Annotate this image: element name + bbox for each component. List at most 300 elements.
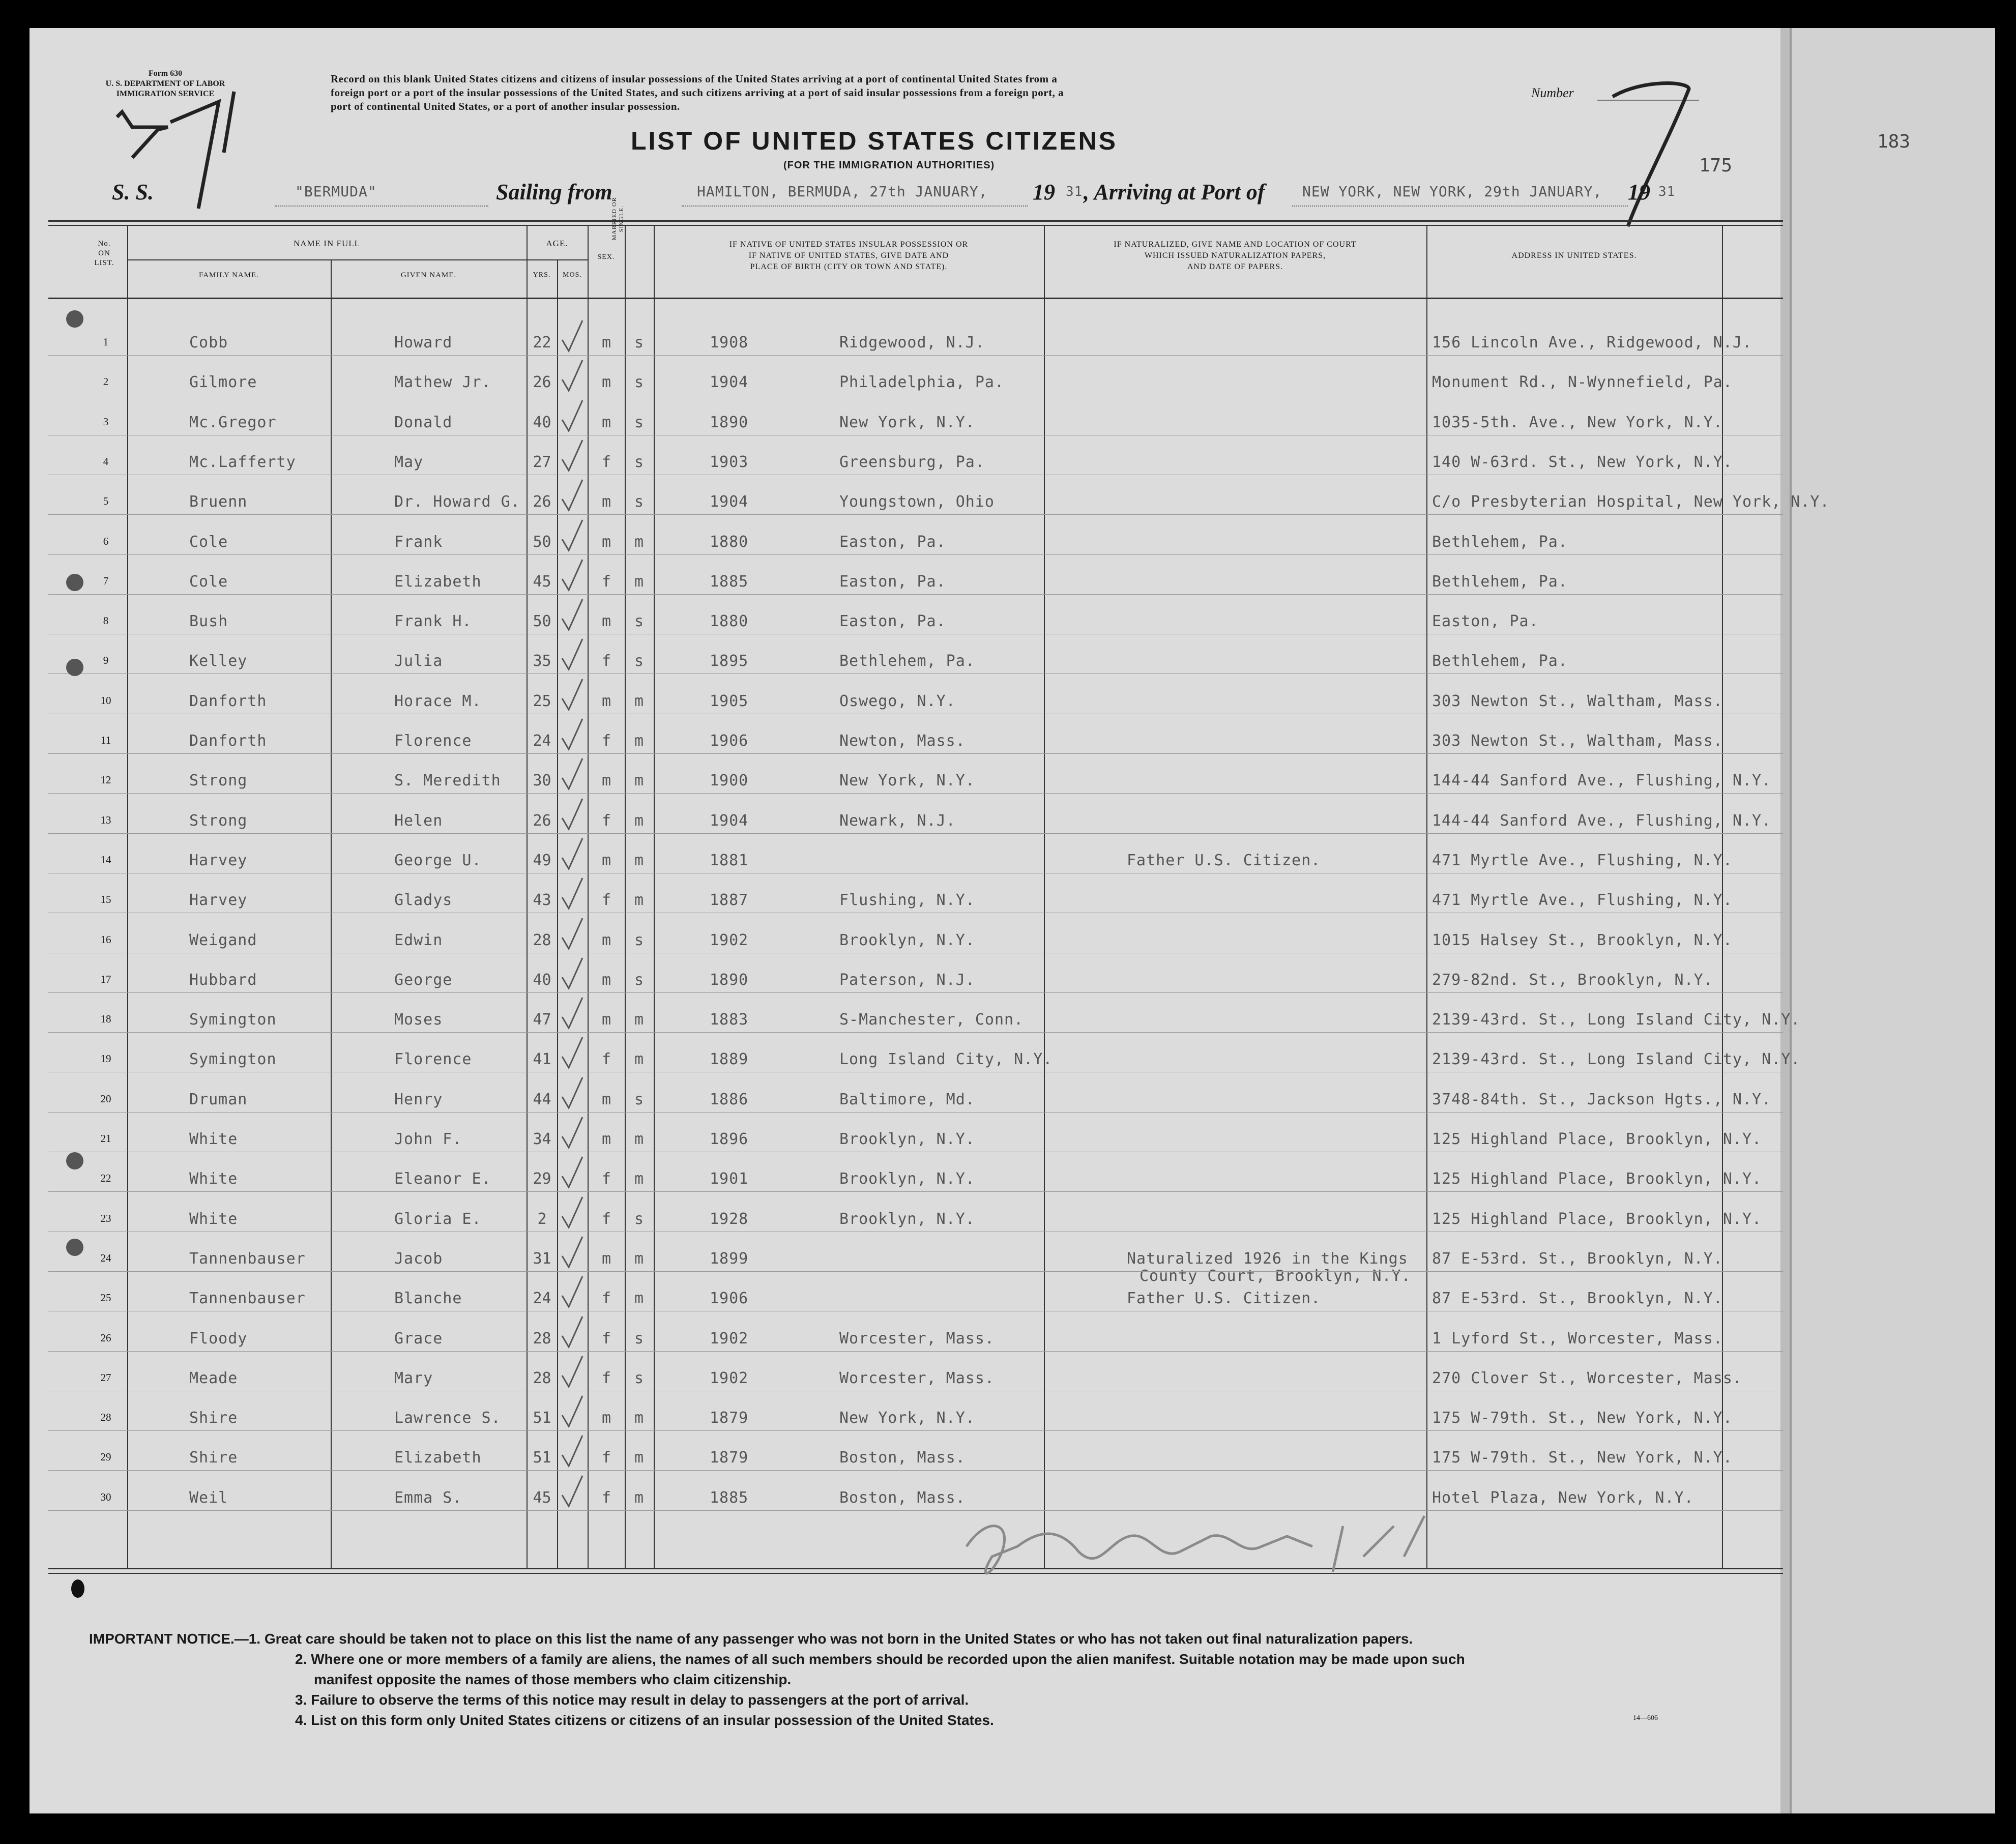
inspection-check-mark	[560, 1475, 590, 1510]
age-years: 51	[533, 1449, 551, 1467]
birth-year: 1890	[710, 414, 749, 431]
sex: m	[601, 1011, 611, 1029]
row-number: 14	[100, 854, 111, 866]
age-years: 28	[533, 931, 551, 949]
address: 125 Highland Place, Brooklyn, N.Y.	[1432, 1130, 1762, 1148]
birth-year: 1904	[710, 493, 749, 511]
inspection-check-mark	[560, 1275, 590, 1311]
address: C/o Presbyterian Hospital, New York, N.Y.	[1432, 493, 1830, 511]
row-number: 12	[100, 774, 111, 786]
form-number: Form 630	[148, 69, 183, 78]
family-name: White	[189, 1170, 238, 1188]
family-name: Cole	[189, 573, 228, 591]
arrival-year: 31	[1658, 184, 1676, 199]
marital-status: s	[634, 652, 644, 670]
family-name: Meade	[189, 1369, 238, 1387]
row-rule	[48, 1510, 1783, 1511]
address: 156 Lincoln Ave., Ridgewood, N.J.	[1432, 334, 1752, 352]
header-yrs: YRS.	[533, 271, 551, 279]
row-rule	[48, 1430, 1783, 1431]
birth-year: 1886	[710, 1091, 749, 1108]
inspection-check-mark	[560, 718, 590, 753]
inspection-check-mark	[560, 399, 590, 435]
row-number: 25	[100, 1292, 111, 1304]
row-rule	[48, 1351, 1783, 1352]
sex: m	[601, 1130, 611, 1148]
marital-status: m	[634, 1130, 644, 1148]
given-name: Howard	[394, 334, 453, 352]
family-name: Symington	[189, 1011, 277, 1029]
table-row	[0, 1241, 1780, 1285]
sex: m	[601, 334, 611, 352]
age-years: 28	[533, 1330, 551, 1348]
inspection-check-mark	[560, 638, 590, 674]
given-name: Elizabeth	[394, 573, 482, 591]
table-row	[0, 683, 1780, 719]
naturalization: Father U.S. Citizen.	[1127, 1290, 1321, 1307]
table-row	[0, 763, 1780, 798]
birth-place: Brooklyn, N.Y.	[839, 1210, 975, 1228]
given-name: Florence	[394, 1050, 472, 1068]
given-name: Gloria E.	[394, 1210, 482, 1228]
age-years: 24	[533, 732, 551, 750]
table-row	[0, 1360, 1780, 1396]
row-number: 5	[103, 495, 109, 507]
inspection-check-mark	[560, 1435, 590, 1470]
family-name: Harvey	[189, 891, 248, 909]
birth-place: New York, N.Y.	[839, 772, 975, 789]
row-number: 2	[103, 375, 109, 388]
address: Monument Rd., N-Wynnefield, Pa.	[1432, 373, 1733, 391]
family-name: Kelley	[189, 652, 248, 670]
notice-item-3: 3. Failure to observe the terms of this notice may result in delay to passengers at the port of arrival.	[295, 1692, 969, 1708]
marital-status: s	[634, 612, 644, 630]
age-years: 24	[533, 1290, 551, 1307]
inspector-signature	[956, 1496, 1455, 1597]
sex: f	[601, 1369, 611, 1387]
family-name: Mc.Lafferty	[189, 453, 296, 471]
address: 144-44 Sanford Ave., Flushing, N.Y.	[1432, 772, 1772, 789]
header-native-2: IF NATIVE OF UNITED STATES, GIVE DATE AND	[748, 251, 949, 260]
sex: m	[601, 772, 611, 789]
birth-year: 1889	[710, 1050, 749, 1068]
birth-place: Brooklyn, N.Y.	[839, 931, 975, 949]
sex: f	[601, 1489, 611, 1507]
table-row	[0, 364, 1780, 400]
marital-status: m	[634, 1050, 644, 1068]
header-native-1: IF NATIVE OF UNITED STATES INSULAR POSSESSION OR	[729, 240, 969, 249]
table-row	[0, 564, 1780, 599]
row-rule	[48, 1112, 1783, 1113]
birth-year: 1903	[710, 453, 749, 471]
inspection-check-mark	[560, 1076, 590, 1112]
birth-place: Newark, N.J.	[839, 812, 956, 830]
address: Bethlehem, Pa.	[1432, 533, 1568, 551]
marital-status: s	[634, 414, 644, 431]
table-row	[0, 723, 1780, 758]
notice-label: IMPORTANT NOTICE.	[89, 1631, 235, 1647]
table-row	[0, 524, 1780, 560]
header-married: MARRIED OR SINGLE.	[610, 197, 625, 241]
age-years: 27	[533, 453, 551, 471]
notice-item-1: —1. Great care should be taken not to place on this list the name of any passenger who was not born in the United States or who has not taken out final naturalization papers.	[234, 1631, 1413, 1647]
birth-year: 1881	[710, 852, 749, 869]
hole-5	[66, 1239, 83, 1256]
sex: m	[601, 612, 611, 630]
birth-year: 1904	[710, 373, 749, 391]
table-row	[0, 1161, 1780, 1196]
family-name: Danforth	[189, 692, 267, 710]
given-name: Frank	[394, 533, 443, 551]
family-name: White	[189, 1130, 238, 1148]
address: 87 E-53rd. St., Brooklyn, N.Y.	[1432, 1250, 1723, 1268]
birth-place: Newton, Mass.	[839, 732, 966, 750]
row-number: 16	[100, 933, 111, 946]
row-rule	[48, 1470, 1783, 1471]
page-number-a: 175	[1699, 155, 1733, 176]
birth-year: 1879	[710, 1449, 749, 1467]
table-row	[0, 922, 1780, 958]
table-row	[0, 1400, 1780, 1436]
header-bottom-rule	[48, 298, 1783, 299]
birth-place: Worcester, Mass.	[839, 1369, 995, 1387]
family-name: Symington	[189, 1050, 277, 1068]
footer-form-code: 14—606	[1633, 1714, 1658, 1722]
birth-place: Brooklyn, N.Y.	[839, 1170, 975, 1188]
family-name: Shire	[189, 1449, 238, 1467]
inspection-check-mark	[560, 1036, 590, 1072]
address: 471 Myrtle Ave., Flushing, N.Y.	[1432, 891, 1733, 909]
marital-status: s	[634, 1091, 644, 1108]
table-row	[0, 444, 1780, 480]
birth-place: Baltimore, Md.	[839, 1091, 975, 1108]
table-row	[0, 325, 1780, 360]
table-row	[0, 1121, 1780, 1157]
sailing-label: Sailing from	[496, 180, 612, 204]
row-number: 1	[103, 336, 109, 348]
family-name: Floody	[189, 1330, 248, 1348]
table-row	[0, 1201, 1780, 1237]
marital-status: m	[634, 1011, 644, 1029]
row-number: 27	[100, 1371, 111, 1384]
inspection-check-mark	[560, 598, 590, 634]
family-name: Bush	[189, 612, 228, 630]
address: 1015 Halsey St., Brooklyn, N.Y.	[1432, 931, 1733, 949]
inspection-check-mark	[560, 1196, 590, 1232]
sex: f	[601, 1050, 611, 1068]
address: Bethlehem, Pa.	[1432, 573, 1568, 591]
sex: m	[601, 533, 611, 551]
birth-place: Boston, Mass.	[839, 1449, 966, 1467]
address: 87 E-53rd. St., Brooklyn, N.Y.	[1432, 1290, 1723, 1307]
record-line-2: foreign port or a port of the insular possessions of the United States, and such citizens arriving at a port of said insular possessions from a foreign port, a	[331, 86, 1064, 99]
naturalization: Naturalized 1926 in the Kings	[1127, 1250, 1408, 1268]
notice-item-2: 2. Where one or more members of a family are aliens, the names of all such members should be recorded upon the alien manifest. Suitable notation may be made upon such	[295, 1651, 1465, 1667]
row-number: 15	[100, 893, 111, 905]
birth-place: Flushing, N.Y.	[839, 891, 975, 909]
birth-year: 1906	[710, 732, 749, 750]
given-name: Gladys	[394, 891, 453, 909]
age-years: 50	[533, 533, 551, 551]
family-name: Strong	[189, 812, 248, 830]
family-name: Tannenbauser	[189, 1250, 306, 1268]
row-number: 7	[103, 575, 109, 587]
age-years: 31	[533, 1250, 551, 1268]
header-mos: MOS.	[563, 271, 582, 279]
address: Easton, Pa.	[1432, 612, 1539, 630]
birth-year: 1905	[710, 692, 749, 710]
age-years: 30	[533, 772, 551, 789]
row-rule	[48, 514, 1783, 515]
hole-3	[66, 659, 83, 676]
page-title: LIST OF UNITED STATES CITIZENS	[631, 127, 1118, 155]
family-name: Bruenn	[189, 493, 248, 511]
birth-year: 1885	[710, 573, 749, 591]
row-number: 17	[100, 973, 111, 985]
inspection-check-mark	[560, 757, 590, 793]
row-number: 18	[100, 1013, 111, 1025]
sex: m	[601, 1250, 611, 1268]
header-natur-3: AND DATE OF PAPERS.	[1187, 262, 1283, 271]
sex: f	[601, 1449, 611, 1467]
ship-name: "BERMUDA"	[295, 183, 377, 200]
header-on: ON	[98, 249, 110, 257]
birth-place: Worcester, Mass.	[839, 1330, 995, 1348]
given-name: Horace M.	[394, 692, 482, 710]
birth-place: Greensburg, Pa.	[839, 453, 985, 471]
ss-label: S. S.	[112, 180, 154, 204]
inspection-check-mark	[560, 997, 590, 1032]
family-name: Cole	[189, 533, 228, 551]
age-years: 50	[533, 612, 551, 630]
inspection-check-mark	[560, 678, 590, 714]
dept-name: U. S. DEPARTMENT OF LABOR	[105, 79, 225, 88]
family-name: Strong	[189, 772, 248, 789]
table-row	[0, 803, 1780, 838]
sex: f	[601, 1330, 611, 1348]
address: 303 Newton St., Waltham, Mass.	[1432, 692, 1723, 710]
birth-year: 1908	[710, 334, 749, 352]
birth-year: 1902	[710, 931, 749, 949]
inspection-check-mark	[560, 559, 590, 594]
marital-status: m	[634, 1250, 644, 1268]
important-notice	[89, 1629, 1717, 1731]
age-subrule	[527, 259, 588, 260]
sex: f	[601, 652, 611, 670]
table-row	[0, 643, 1780, 679]
record-line-1: Record on this blank United States citizens and citizens of insular possessions of the United States arriving at a port of continental United States from a	[331, 73, 1058, 85]
header-native-3: PLACE OF BIRTH (CITY OR TOWN AND STATE).	[750, 262, 948, 271]
birth-place: Long Island City, N.Y.	[839, 1050, 1053, 1068]
row-number: 13	[100, 814, 111, 826]
notice-line-1	[89, 1629, 1717, 1649]
sex: m	[601, 1091, 611, 1108]
address: 303 Newton St., Waltham, Mass.	[1432, 732, 1723, 750]
marital-status: m	[634, 1489, 644, 1507]
age-years: 22	[533, 334, 551, 352]
table-row	[0, 1041, 1801, 1077]
age-years: 41	[533, 1050, 551, 1068]
row-rule	[48, 1032, 1783, 1033]
address: 175 W-79th. St., New York, N.Y.	[1432, 1409, 1733, 1427]
table-row	[0, 484, 1830, 519]
given-name: Henry	[394, 1091, 443, 1108]
birth-place: S-Manchester, Conn.	[839, 1011, 1024, 1029]
birth-place: Oswego, N.Y.	[839, 692, 956, 710]
table-bottom-rule-2	[48, 1573, 1783, 1574]
hole-2	[66, 574, 83, 591]
birth-place: Bethlehem, Pa.	[839, 652, 975, 670]
table-row	[0, 1280, 1780, 1316]
birth-place: Easton, Pa.	[839, 533, 946, 551]
given-name: S. Meredith	[394, 772, 501, 789]
sex: f	[601, 812, 611, 830]
birth-year: 1928	[710, 1210, 749, 1228]
given-name: Mathew Jr.	[394, 373, 491, 391]
inspection-check-mark	[560, 877, 590, 913]
age-years: 26	[533, 812, 551, 830]
birth-year: 1906	[710, 1290, 749, 1307]
table-row	[0, 1081, 1780, 1117]
family-name: Cobb	[189, 334, 228, 352]
given-name: May	[394, 453, 424, 471]
address: 1035-5th. Ave., New York, N.Y.	[1432, 414, 1723, 431]
marital-status: s	[634, 1369, 644, 1387]
sex: f	[601, 1290, 611, 1307]
address: 175 W-79th. St., New York, N.Y.	[1432, 1449, 1733, 1467]
given-name: Helen	[394, 812, 443, 830]
birth-place: New York, N.Y.	[839, 414, 975, 431]
marital-status: m	[634, 1170, 644, 1188]
header-given: GIVEN NAME.	[400, 271, 457, 279]
table-bottom-rule	[48, 1568, 1783, 1569]
birth-year: 1890	[710, 971, 749, 989]
address: 279-82nd. St., Brooklyn, N.Y.	[1432, 971, 1713, 989]
age-years: 35	[533, 652, 551, 670]
inspection-check-mark	[560, 519, 590, 554]
birth-place: New York, N.Y.	[839, 1409, 975, 1427]
birth-place: Easton, Pa.	[839, 612, 946, 630]
age-years: 47	[533, 1011, 551, 1029]
notice-item-2-cont: manifest opposite the names of those members who claim citizenship.	[314, 1672, 792, 1687]
table-row	[0, 882, 1780, 918]
marital-status: s	[634, 931, 644, 949]
family-name: White	[189, 1210, 238, 1228]
marital-status: m	[634, 1290, 644, 1307]
notice-item-4: 4. List on this form only United States citizens or citizens of an insular possession of the United States.	[295, 1712, 994, 1728]
row-number: 22	[100, 1172, 111, 1184]
header-sex: SEX.	[597, 253, 615, 261]
given-name: Edwin	[394, 931, 443, 949]
birth-year: 1901	[710, 1170, 749, 1188]
row-number: 11	[100, 734, 111, 746]
header-naturalized	[1044, 239, 1426, 273]
age-years: 49	[533, 852, 551, 869]
age-years: 44	[533, 1091, 551, 1108]
age-years: 26	[533, 493, 551, 511]
row-rule	[48, 1271, 1783, 1272]
row-number: 23	[100, 1212, 111, 1224]
birth-year: 1880	[710, 533, 749, 551]
header-natur-2: WHICH ISSUED NATURALIZATION PAPERS,	[1144, 251, 1326, 260]
given-name: George U.	[394, 852, 482, 869]
service-name: IMMIGRATION SERVICE	[116, 90, 215, 98]
birth-year: 1900	[710, 772, 749, 789]
given-name: Elizabeth	[394, 1449, 482, 1467]
birth-year: 1895	[710, 652, 749, 670]
row-number: 19	[100, 1052, 111, 1065]
address: 1 Lyford St., Worcester, Mass.	[1432, 1330, 1723, 1348]
age-years: 43	[533, 891, 551, 909]
birth-year: 1899	[710, 1250, 749, 1268]
sex: m	[601, 971, 611, 989]
header-name-in-full: NAME IN FULL	[294, 239, 360, 248]
header-family: FAMILY NAME.	[199, 271, 259, 279]
marital-status: s	[634, 334, 644, 352]
page-number-b: 183	[1877, 131, 1911, 152]
family-name: Tannenbauser	[189, 1290, 306, 1307]
given-name: Eleanor E.	[394, 1170, 491, 1188]
age-years: 34	[533, 1130, 551, 1148]
inspection-check-mark	[560, 1315, 590, 1351]
marital-status: s	[634, 493, 644, 511]
row-number: 8	[103, 614, 109, 627]
given-name: Jacob	[394, 1250, 443, 1268]
age-years: 28	[533, 1369, 551, 1387]
sex: f	[601, 453, 611, 471]
table-row	[0, 842, 1780, 878]
birth-year: 1883	[710, 1011, 749, 1029]
table-row	[0, 1321, 1780, 1356]
family-name: Mc.Gregor	[189, 414, 277, 431]
inspection-check-mark	[560, 1395, 590, 1430]
given-name: Julia	[394, 652, 443, 670]
row-rule	[48, 992, 1783, 993]
given-name: Lawrence S.	[394, 1409, 501, 1427]
given-name: Mary	[394, 1369, 433, 1387]
row-number: 29	[100, 1451, 111, 1463]
sex: f	[601, 732, 611, 750]
address: 2139-43rd. St., Long Island City, N.Y.	[1432, 1011, 1801, 1029]
address: 144-44 Sanford Ave., Flushing, N.Y.	[1432, 812, 1772, 830]
marital-status: m	[634, 1409, 644, 1427]
age-years: 51	[533, 1409, 551, 1427]
birth-place: Boston, Mass.	[839, 1489, 966, 1507]
marital-status: m	[634, 812, 644, 830]
birth-year: 1880	[710, 612, 749, 630]
birth-year: 1887	[710, 891, 749, 909]
sailing-from: HAMILTON, BERMUDA, 27th JANUARY,	[697, 183, 988, 200]
sex: m	[601, 692, 611, 710]
age-years: 2	[537, 1210, 547, 1228]
family-name: Weil	[189, 1489, 228, 1507]
header-no: No.	[98, 240, 111, 248]
sex: m	[601, 493, 611, 511]
sex: f	[601, 573, 611, 591]
inspection-check-mark	[560, 479, 590, 514]
given-name: Dr. Howard G.	[394, 493, 520, 511]
inspection-check-mark	[560, 1236, 590, 1271]
table-row	[0, 1440, 1780, 1475]
row-number: 21	[100, 1132, 111, 1145]
inspection-check-mark	[560, 957, 590, 992]
birth-place: Youngstown, Ohio	[839, 493, 995, 511]
given-name: George	[394, 971, 453, 989]
age-years: 26	[533, 373, 551, 391]
marital-status: m	[634, 533, 644, 551]
given-name: Blanche	[394, 1290, 462, 1307]
sex: m	[601, 1409, 611, 1427]
